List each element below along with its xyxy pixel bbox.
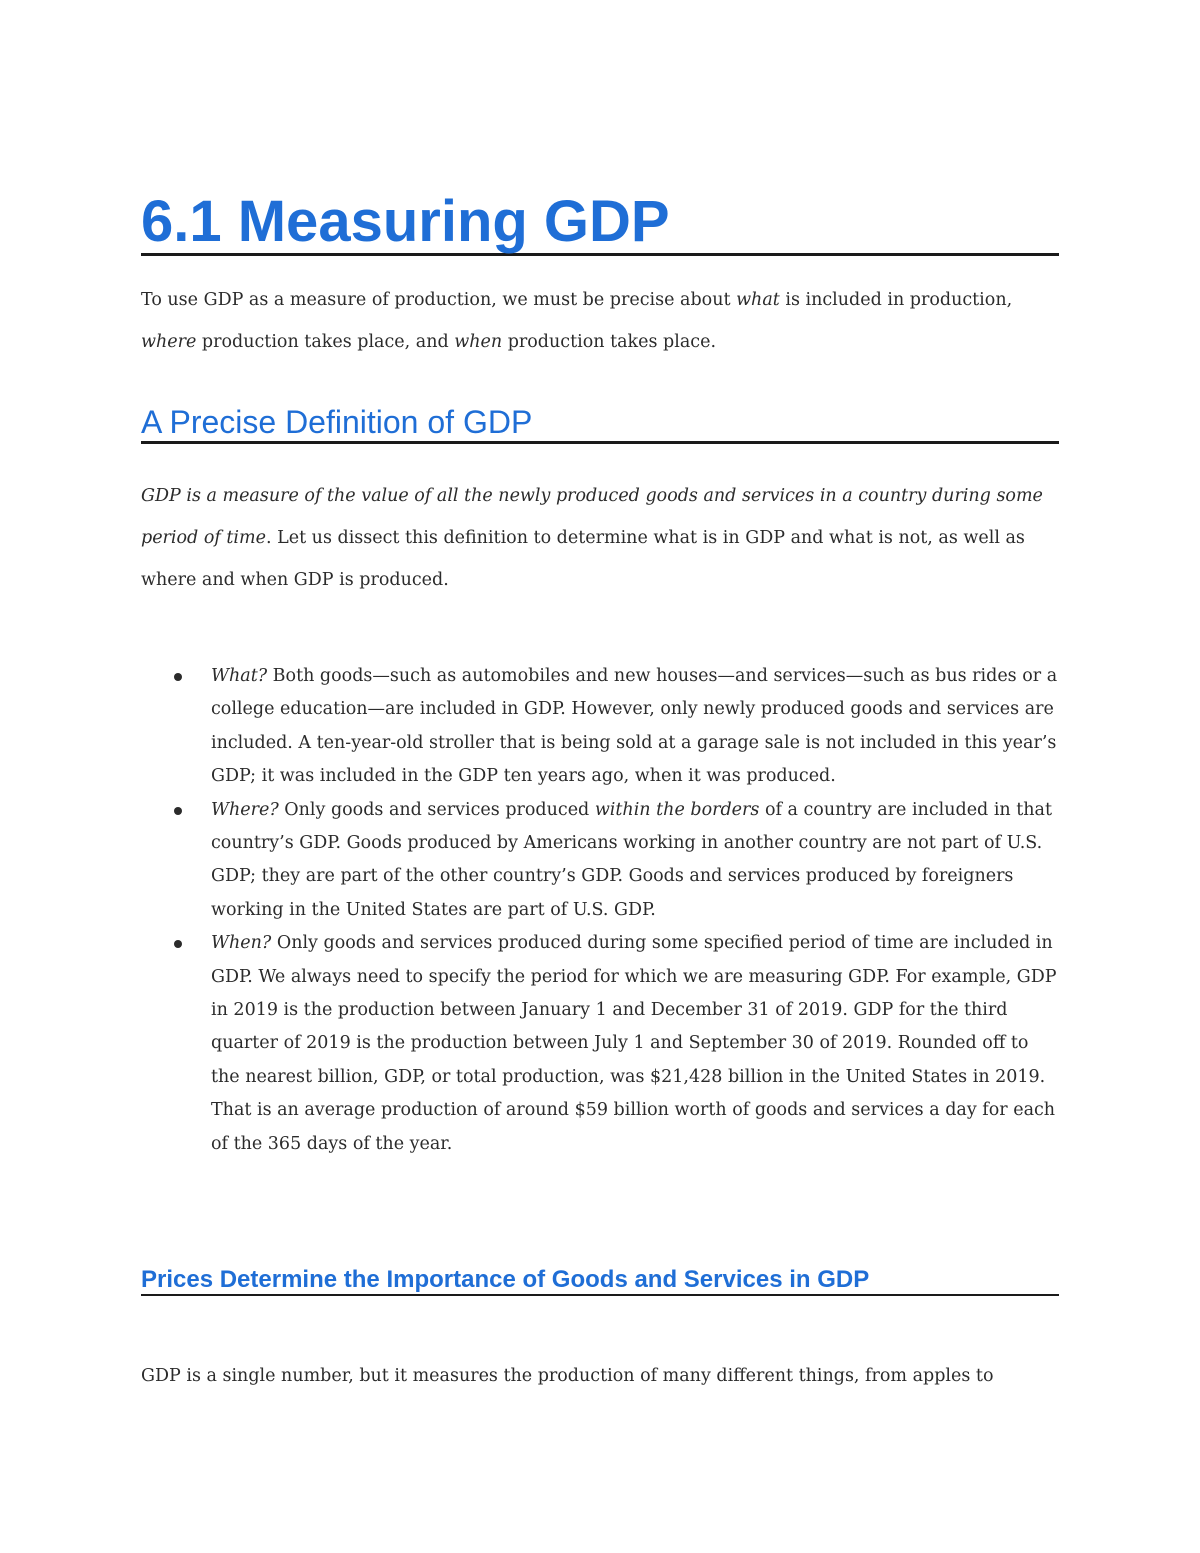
intro-text-4: production takes place. xyxy=(502,332,717,352)
definition-heading: A Precise Definition of GDP xyxy=(141,404,533,440)
bullet-icon xyxy=(174,940,182,948)
prices-paragraph: GDP is a single number, but it measures the production of many different things, from apples to xyxy=(141,1366,994,1386)
intro-paragraph xyxy=(141,279,1059,363)
definition-italic: GDP is a measure of the value of all the newly produced goods and services in a country during some period of time xyxy=(141,486,1043,548)
intro-italic-when: when xyxy=(454,332,503,352)
bullet-list xyxy=(141,660,1059,1161)
prices-heading-underline xyxy=(141,1262,1059,1296)
list-item xyxy=(141,660,1059,794)
bullet-text: Both goods—such as automobiles and new houses—and services—such as bus rides or a college education—are included in GDP. However, only newly produced goods and services are included. A ten-year-old stroller that is being sold at a garage sale is not included in this year’s GDP; it was included in the GDP ten years ago, when it was produced. xyxy=(211,666,1058,787)
intro-text-3: production takes place, and xyxy=(196,332,455,352)
intro-text-2: is included in production, xyxy=(779,290,1013,310)
page-title: 6.1 Measuring GDP xyxy=(141,189,670,254)
bullet-text-cont: of a country are included in that country’s GDP. Goods produced by Americans working in another country are not part of U.S. GDP; they are part of the other country’s GDP. Goods and services produced by foreigners working in the United States are part of U.S. GDP. xyxy=(211,799,1053,920)
bullet-lead-where: Where? xyxy=(211,799,279,820)
definition-paragraph xyxy=(141,475,1059,601)
bullet-italic-borders: within the borders xyxy=(594,799,760,820)
bullet-lead-what: What? xyxy=(211,666,268,686)
intro-text-1: To use GDP as a measure of production, we must be precise about xyxy=(141,290,737,310)
bullet-lead-when: When? xyxy=(211,933,272,954)
document-page xyxy=(141,0,1059,1553)
intro-italic-what: what xyxy=(736,290,780,310)
prices-heading: Prices Determine the Importance of Goods and Services in GDP xyxy=(141,1266,870,1293)
definition-text: . Let us dissect this definition to determine what is in GDP and what is not, as well as where and when GDP is produced. xyxy=(141,528,1025,590)
bullet-icon xyxy=(174,807,182,815)
section-heading-underline xyxy=(141,186,1059,256)
definition-heading-underline xyxy=(141,400,1059,444)
intro-italic-where: where xyxy=(141,332,197,352)
bullet-icon xyxy=(174,673,182,681)
bullet-text: Only goods and services produced xyxy=(278,799,595,820)
bullet-text: Only goods and services produced during some specified period of time are included in GDP. We always need to specify the period for which we are measuring GDP. For example, GDP in 2019 is the production between January 1 and December 31 of 2019. GDP for the third quarter of 2019 is the production between July 1 and September 30 of 2019. Rounded off to the nearest billion, GDP, or total production, was $21,428 billion in the United States in 2019. That is an average production of around $59 billion worth of goods and services a day for each of the 365 days of the year. xyxy=(211,933,1057,1154)
list-item xyxy=(141,927,1059,1161)
list-item xyxy=(141,794,1059,928)
